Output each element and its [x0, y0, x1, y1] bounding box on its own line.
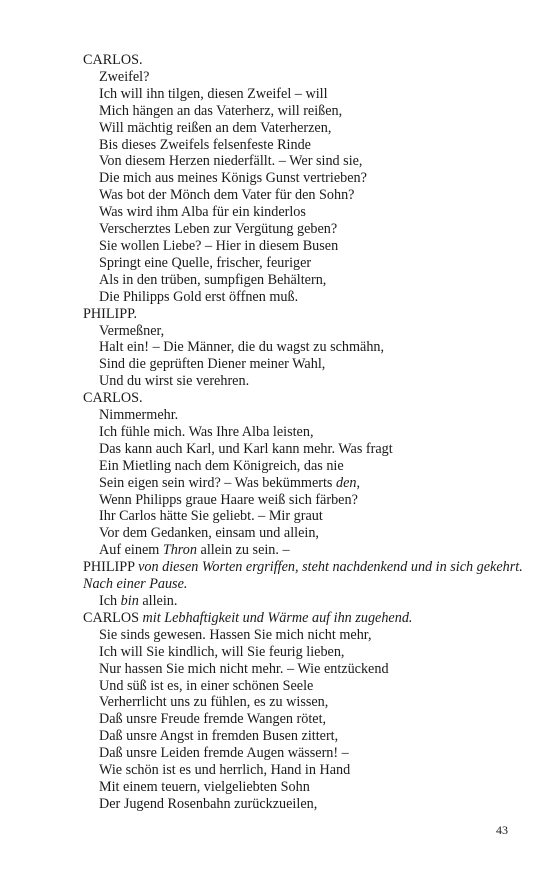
verse-text: Daß unsre Leiden fremde Augen wässern! – — [99, 745, 349, 762]
verse-text: Halt ein! – Die Männer, die du wagst zu schmähn, — [99, 339, 385, 356]
drama-text-block — [83, 52, 523, 813]
emphasized-word: den — [335, 474, 357, 491]
verse-text: Ich will Sie kindlich, will Sie feurig lieben, — [99, 643, 345, 660]
verse-line — [83, 711, 523, 728]
speaker-name: CARLOS. — [83, 390, 143, 407]
verse-text: Daß unsre Angst in fremden Busen zittert, — [99, 728, 339, 745]
verse-line — [83, 323, 523, 340]
verse-line — [83, 441, 523, 458]
verse-text: Und du wirst sie verehren. — [99, 373, 250, 390]
verse-line — [83, 238, 523, 255]
verse-line — [83, 356, 523, 373]
verse-text: Ich fühle mich. Was Ihre Alba leisten, — [99, 423, 314, 440]
verse-line — [83, 779, 523, 796]
verse-text: Die mich aus meines Königs Gunst vertrieben? — [99, 170, 367, 187]
verse-line — [83, 272, 523, 289]
verse-text: Bis dieses Zweifels felsenfeste Rinde — [99, 136, 311, 153]
verse-text: Die Philipps Gold erst öffnen muß. — [99, 288, 299, 305]
verse-line — [83, 492, 523, 509]
verse-line — [83, 644, 523, 661]
verse-text: Mich hängen an das Vaterherz, will reißen, — [99, 102, 343, 119]
verse-text: Wie schön ist es und herrlich, Hand in Hand — [99, 762, 351, 779]
verse-text: Zweifel? — [99, 68, 150, 85]
verse-line — [83, 678, 523, 695]
verse-text: Und süß ist es, in einer schönen Seele — [99, 677, 314, 694]
verse-line — [83, 475, 523, 492]
stage-direction: mit Lebhaftigkeit und Wärme auf ihn zugehend. — [142, 609, 413, 626]
verse-line — [83, 120, 523, 137]
verse-text: Als in den trüben, sumpfigen Behältern, — [99, 271, 327, 288]
verse-text: Ihr Carlos hätte Sie geliebt. – Mir graut — [99, 508, 323, 525]
verse-line — [83, 103, 523, 120]
verse-text: Was bot der Mönch dem Vater für den Sohn? — [99, 187, 355, 204]
verse-line — [83, 627, 523, 644]
verse-line — [83, 745, 523, 762]
verse-text: Wenn Philipps graue Haare weiß sich färben? — [99, 491, 358, 508]
verse-line — [83, 762, 523, 779]
verse-line — [83, 593, 523, 610]
stage-direction: von diesen Worten ergriffen, steht nachdenkend und in sich gekehrt. Nach einer Pause. — [83, 559, 523, 593]
verse-text: Das kann auch Karl, und Karl kann mehr. Was fragt — [99, 440, 393, 457]
verse-line — [83, 373, 523, 390]
verse-text: Sie sinds gewesen. Hassen Sie mich nicht mehr, — [99, 626, 372, 643]
verse-line — [83, 289, 523, 306]
verse-line — [83, 508, 523, 525]
verse-line — [83, 255, 523, 272]
verse-text: Ich — [99, 593, 121, 609]
verse-line — [83, 694, 523, 711]
verse-line — [83, 204, 523, 221]
verse-text: Auf einem — [99, 542, 163, 559]
verse-line — [83, 69, 523, 86]
speaker-name: PHILIPP. — [83, 305, 138, 322]
verse-text: Nur hassen Sie mich nicht mehr. – Wie entzückend — [99, 660, 389, 677]
verse-line — [83, 86, 523, 103]
verse-line — [83, 407, 523, 424]
verse-text: Ich will ihn tilgen, diesen Zweifel – will — [99, 85, 328, 102]
emphasized-word: bin — [120, 593, 139, 609]
verse-line — [83, 542, 523, 559]
verse-text: allein zu sein. – — [197, 542, 290, 559]
verse-line — [83, 221, 523, 238]
verse-text: allein. — [138, 593, 178, 609]
verse-text: Vor dem Gedanken, einsam und allein, — [99, 525, 319, 542]
verse-line — [83, 661, 523, 678]
verse-line — [83, 796, 523, 813]
verse-text: Daß unsre Freude fremde Wangen rötet, — [99, 711, 327, 728]
verse-line — [83, 153, 523, 170]
emphasized-word: Thron — [162, 542, 197, 559]
verse-line — [83, 728, 523, 745]
speaker-name: PHILIPP — [83, 559, 135, 576]
stage-direction-line — [83, 559, 523, 593]
verse-text: Sind die geprüften Diener meiner Wahl, — [99, 356, 326, 373]
verse-text: Nimmermehr. — [99, 407, 179, 424]
verse-line — [83, 187, 523, 204]
verse-line — [83, 339, 523, 356]
verse-text: Sein eigen sein wird? – Was bekümmerts — [99, 474, 336, 491]
verse-text: Der Jugend Rosenbahn zurückzueilen, — [99, 795, 318, 812]
verse-text: Was wird ihm Alba für ein kinderlos — [99, 204, 306, 221]
page-number: 43 — [496, 823, 508, 837]
verse-line — [83, 424, 523, 441]
verse-line — [83, 525, 523, 542]
verse-text: Will mächtig reißen an dem Vaterherzen, — [99, 119, 332, 136]
speaker-name: CARLOS. — [83, 52, 143, 68]
verse-text: Ein Mietling nach dem Königreich, das nie — [99, 457, 344, 474]
stage-direction-line — [83, 610, 523, 627]
verse-line — [83, 458, 523, 475]
verse-text: Sie wollen Liebe? – Hier in diesem Busen — [99, 237, 339, 254]
verse-text: Vermeßner, — [99, 322, 165, 339]
verse-line — [83, 170, 523, 187]
verse-text: Springt eine Quelle, frischer, feuriger — [99, 254, 312, 271]
verse-text: Verherrlicht uns zu fühlen, es zu wissen, — [99, 694, 329, 711]
speaker-name: CARLOS — [83, 609, 139, 626]
verse-text: Verscherztes Leben zur Vergütung geben? — [99, 221, 338, 238]
verse-text: Mit einem teuern, vielgeliebten Sohn — [99, 778, 310, 795]
verse-text: Von diesem Herzen niederfällt. – Wer sind sie, — [99, 153, 363, 170]
verse-text: , — [356, 474, 361, 491]
verse-line — [83, 137, 523, 154]
